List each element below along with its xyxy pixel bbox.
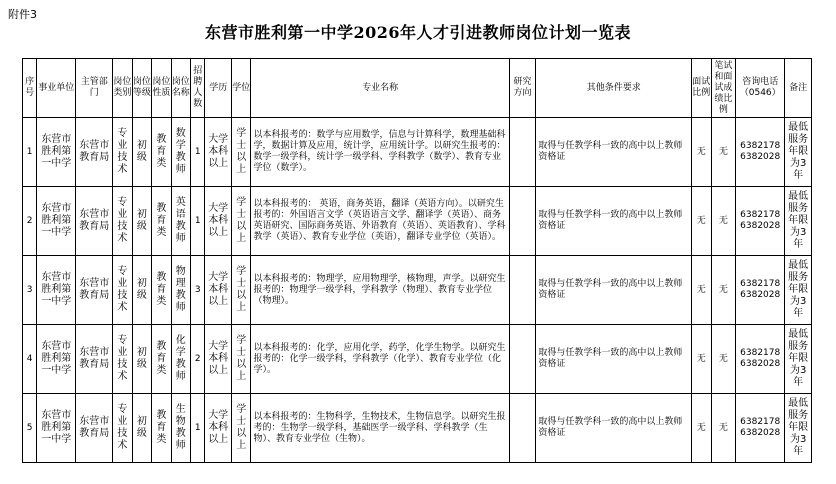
cell-education: 大学本科以上: [205, 256, 232, 325]
cell-unit: 东营市胜利第一中学: [37, 118, 76, 187]
cell-level: 初级: [132, 187, 151, 256]
table-row: [23, 256, 812, 325]
cell-unit: 东营市胜利第一中学: [37, 187, 76, 256]
cell-direction: [509, 256, 536, 325]
cell-nature: 教育类: [152, 256, 171, 325]
cell-unit: 东营市胜利第一中学: [37, 394, 76, 463]
cell-count: 2: [191, 325, 205, 394]
header-unit: 事业单位: [37, 59, 76, 118]
cell-other: 取得与任教学科一致的高中以上教师资格证: [536, 256, 692, 325]
cell-post-name: 数学教师: [171, 118, 190, 187]
header-nature: 岗位性质: [152, 59, 171, 118]
cell-category: 专业技术: [113, 325, 132, 394]
cell-dept: 东营市教育局: [76, 187, 113, 256]
cell-category: 专业技术: [113, 394, 132, 463]
cell-phone: 6382178 6382028: [736, 325, 785, 394]
cell-degree: 学士以上: [232, 187, 251, 256]
header-degree: 学位: [232, 59, 251, 118]
cell-exam: 无: [711, 256, 736, 325]
page-title: 东营市胜利第一中学2026年人才引进教师岗位计划一览表: [204, 23, 632, 42]
cell-interview-ratio: 无: [692, 187, 711, 256]
cell-phone: 6382178 6382028: [736, 394, 785, 463]
header-note: 备注: [785, 59, 812, 118]
cell-count: 3: [191, 256, 205, 325]
cell-exam: 无: [711, 118, 736, 187]
header-major: 专业名称: [251, 59, 509, 118]
cell-unit: 东营市胜利第一中学: [37, 325, 76, 394]
header-level: 岗位等级: [132, 59, 151, 118]
cell-count: 1: [191, 187, 205, 256]
header-seq: 序号: [23, 59, 37, 118]
cell-interview-ratio: 无: [692, 118, 711, 187]
cell-level: 初级: [132, 394, 151, 463]
cell-direction: [509, 118, 536, 187]
cell-category: 专业技术: [113, 118, 132, 187]
cell-interview-ratio: 无: [692, 325, 711, 394]
header-exam: 笔试和面试成绩比例: [711, 59, 736, 118]
cell-note: 最低服务年限为3年: [785, 118, 812, 187]
cell-note: 最低服务年限为3年: [785, 325, 812, 394]
cell-dept: 东营市教育局: [76, 256, 113, 325]
cell-direction: [509, 325, 536, 394]
cell-phone: 6382178 6382028: [736, 256, 785, 325]
cell-direction: [509, 187, 536, 256]
cell-level: 初级: [132, 118, 151, 187]
cell-exam: 无: [711, 394, 736, 463]
cell-category: 专业技术: [113, 256, 132, 325]
cell-seq: 2: [23, 187, 37, 256]
cell-level: 初级: [132, 325, 151, 394]
cell-major: 以本科报考的： 英语，商务英语，翻译（英语方向）。以研究生报考的：外国语言文学（英语语言文学、翻译学（英语）、商务英语研究、国际商务英语、外语教育（英语）、英语教育）、学科教学（英语）、教育专业学位（英语），翻译专业学位（英语）。: [251, 187, 509, 256]
header-phone: 咨询电话（0546）: [736, 59, 785, 118]
cell-major: 以本科报考的：数学与应用数学，信息与计算科学，数理基础科学，数据计算及应用，统计学，应用统计学。以研究生报考的：数学一级学科，统计学一级学科、学科教学（数学）、教育专业学位（数学）。: [251, 118, 509, 187]
cell-degree: 学士以上: [232, 118, 251, 187]
header-direction: 研究方向: [509, 59, 536, 118]
cell-degree: 学士以上: [232, 325, 251, 394]
cell-unit: 东营市胜利第一中学: [37, 256, 76, 325]
cell-major: 以本科报考的：生物科学，生物技术，生物信息学。以研究生报考的：生物学一级学科，基础医学一级学科、学科教学（生物）、教育专业学位（生物）。: [251, 394, 509, 463]
table-row: [23, 118, 812, 187]
cell-post-name: 物理教师: [171, 256, 190, 325]
recruitment-table: [22, 58, 812, 463]
cell-direction: [509, 394, 536, 463]
header-interview-ratio: 面试比例: [692, 59, 711, 118]
header-other: 其他条件要求: [536, 59, 692, 118]
cell-education: 大学本科以上: [205, 394, 232, 463]
cell-dept: 东营市教育局: [76, 118, 113, 187]
cell-major: 以本科报考的：化学，应用化学，药学，化学生物学。以研究生报考的：化学一级学科，学科教学（化学）、教育专业学位（化学）。: [251, 325, 509, 394]
cell-nature: 教育类: [152, 118, 171, 187]
cell-post-name: 英语教师: [171, 187, 190, 256]
cell-other: 取得与任教学科一致的高中以上教师资格证: [536, 187, 692, 256]
attachment-label: 附件3: [8, 8, 37, 21]
cell-post-name: 化学教师: [171, 325, 190, 394]
cell-post-name: 生物教师: [171, 394, 190, 463]
cell-interview-ratio: 无: [692, 394, 711, 463]
cell-count: 1: [191, 394, 205, 463]
cell-note: 最低服务年限为3年: [785, 256, 812, 325]
cell-exam: 无: [711, 187, 736, 256]
cell-exam: 无: [711, 325, 736, 394]
table-header-row: [23, 59, 812, 118]
header-dept: 主管部门: [76, 59, 113, 118]
cell-education: 大学本科以上: [205, 187, 232, 256]
cell-note: 最低服务年限为3年: [785, 394, 812, 463]
cell-seq: 1: [23, 118, 37, 187]
table-row: [23, 187, 812, 256]
cell-dept: 东营市教育局: [76, 394, 113, 463]
header-count: 招聘人数: [191, 59, 205, 118]
cell-count: 1: [191, 118, 205, 187]
cell-other: 取得与任教学科一致的高中以上教师资格证: [536, 325, 692, 394]
table-row: [23, 325, 812, 394]
cell-note: 最低服务年限为3年: [785, 187, 812, 256]
header-post-name: 岗位名称: [171, 59, 190, 118]
cell-seq: 3: [23, 256, 37, 325]
table-row: [23, 394, 812, 463]
cell-category: 专业技术: [113, 187, 132, 256]
header-category: 岗位类别: [113, 59, 132, 118]
cell-degree: 学士以上: [232, 256, 251, 325]
cell-dept: 东营市教育局: [76, 325, 113, 394]
cell-nature: 教育类: [152, 394, 171, 463]
cell-education: 大学本科以上: [205, 325, 232, 394]
header-education: 学历: [205, 59, 232, 118]
cell-other: 取得与任教学科一致的高中以上教师资格证: [536, 394, 692, 463]
cell-interview-ratio: 无: [692, 256, 711, 325]
cell-phone: 6382178 6382028: [736, 187, 785, 256]
cell-seq: 4: [23, 325, 37, 394]
cell-seq: 5: [23, 394, 37, 463]
cell-nature: 教育类: [152, 325, 171, 394]
cell-nature: 教育类: [152, 187, 171, 256]
cell-phone: 6382178 6382028: [736, 118, 785, 187]
cell-other: 取得与任教学科一致的高中以上教师资格证: [536, 118, 692, 187]
cell-level: 初级: [132, 256, 151, 325]
cell-major: 以本科报考的：物理学，应用物理学，核物理，声学。以研究生报考的：物理学一级学科，学科教学（物理）、教育专业学位（物理）。: [251, 256, 509, 325]
cell-education: 大学本科以上: [205, 118, 232, 187]
cell-degree: 学士以上: [232, 394, 251, 463]
